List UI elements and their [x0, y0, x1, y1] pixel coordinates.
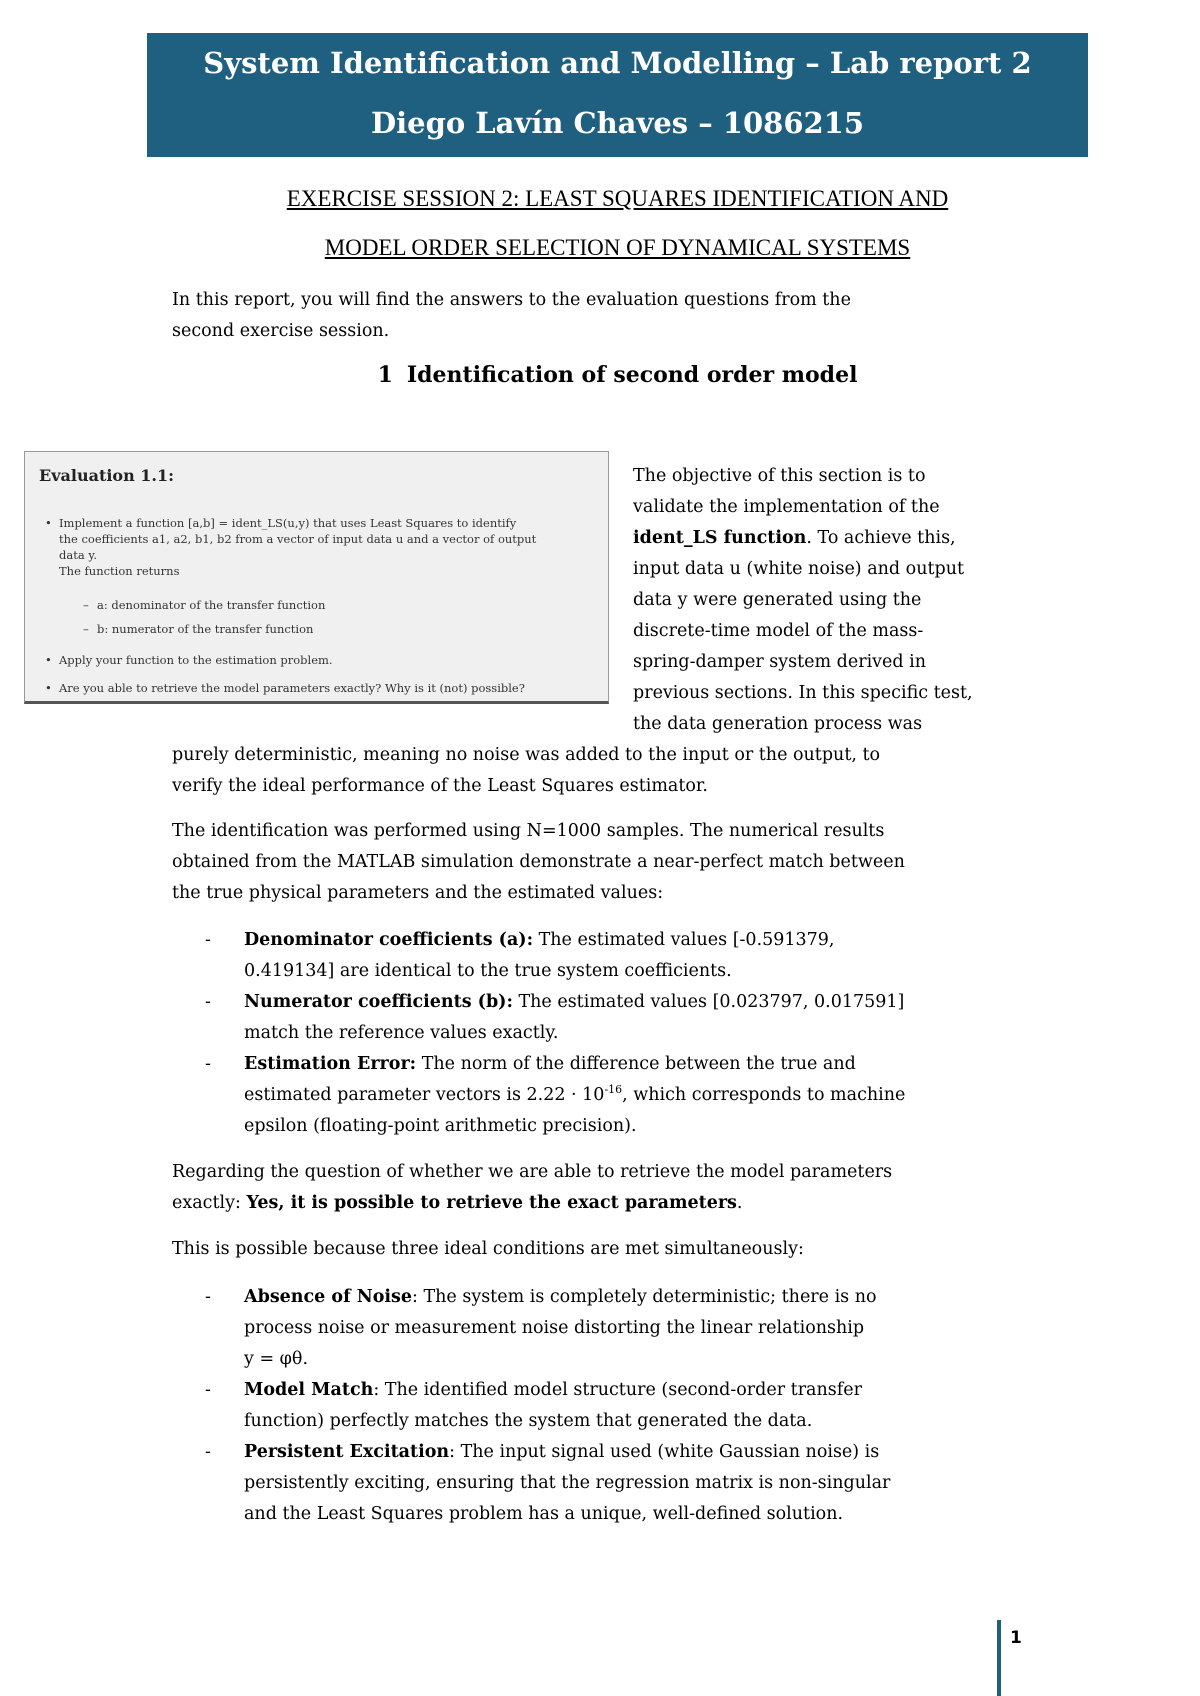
- results-list: [172, 925, 1032, 1142]
- evaluation-bullet: • Are you able to retrieve the model parameters exactly? Why is it (not) possible?: [45, 681, 525, 695]
- list-item: - Estimation Error: The norm of the difference between the true and estimated parameter vectors is $2.22 \cdot 10^{-16}$, which corresponds to machine epsilon (floating-point arithmetic precision).: [205, 1054, 906, 1136]
- page-number: 1: [1010, 1628, 1022, 1648]
- evaluation-bullet: • Implement a function [a,b] = ident_LS(u,y) that uses Least Squares to identify the coefficients a1, a2, b1, b2 from a vector of input data u and a vector of output data y. The function returns: [45, 516, 537, 578]
- function-name: ident_LS function: [633, 528, 807, 548]
- session-title-line1: EXERCISE SESSION 2: LEAST SQUARES IDENTIFICATION AND: [286, 186, 949, 211]
- answer-bold: Yes, it is possible to retrieve the exact parameters: [246, 1193, 737, 1213]
- objective-continuation: purely deterministic, meaning no noise was added to the input or the output, to verify the ideal performance of the Least Squares estimator.: [172, 745, 881, 796]
- title-banner: [147, 33, 1088, 157]
- conditions-intro: This is possible because three ideal conditions are met simultaneously:: [172, 1239, 804, 1259]
- question-paragraph: Regarding the question of whether we are able to retrieve the model parameters exactly: Yes, it is possible to retrieve the exact parameters.: [172, 1162, 893, 1213]
- conditions-list: [172, 1282, 1032, 1530]
- results-intro: The identification was performed using N=1000 samples. The numerical results obtained from the MATLAB simulation demonstrate a near-perfect match between the true physical parameters and the estimated values:: [172, 821, 905, 903]
- section-number: 1: [377, 362, 393, 388]
- evaluation-subitem: – b: numerator of the transfer function: [83, 622, 314, 636]
- page-number-bar: [997, 1620, 1001, 1696]
- session-title-line2: MODEL ORDER SELECTION OF DYNAMICAL SYSTEMS: [324, 235, 911, 260]
- report-title: System Identification and Modelling – Lab report 2: [203, 46, 1032, 80]
- section-heading: [147, 362, 1088, 388]
- list-item: - Persistent Excitation: The input signal used (white Gaussian noise) is persistently exciting, ensuring that the regression matrix is non-singular and the Least Squares problem has a unique, well-defined solution.: [205, 1442, 891, 1524]
- evaluation-box: [24, 451, 609, 704]
- objective-paragraph: The objective of this section is to validate the implementation of the ident_LS function. To achieve this, input data u (white noise) and output data y were generated using the discrete-time model of the mass- spring-damper system derived in previous sections. In this specific test, the data generation process was: [633, 466, 973, 734]
- section-title: Identification of second order model: [406, 362, 858, 388]
- list-item: - Model Match: The identified model structure (second-order transfer function) perfectly matches the system that generated the data.: [205, 1380, 862, 1431]
- list-item: - Numerator coefficients (b): The estimated values [0.023797, 0.017591] match the reference values exactly.: [205, 992, 905, 1043]
- evaluation-title: Evaluation 1.1:: [39, 466, 175, 485]
- author-line: Diego Lavín Chaves – 1086215: [370, 106, 865, 140]
- list-item: - Denominator coefficients (a): The estimated values [-0.591379, 0.419134] are identical to the true system coefficients.: [205, 930, 835, 981]
- evaluation-subitem: – a: denominator of the transfer function: [83, 598, 326, 612]
- list-item: - Absence of Noise: The system is completely deterministic; there is no process noise or measurement noise distorting the linear relationship y = φθ.: [205, 1287, 877, 1369]
- evaluation-bullet: • Apply your function to the estimation problem.: [45, 653, 333, 667]
- intro-paragraph: In this report, you will find the answers to the evaluation questions from the second exercise session.: [172, 290, 851, 341]
